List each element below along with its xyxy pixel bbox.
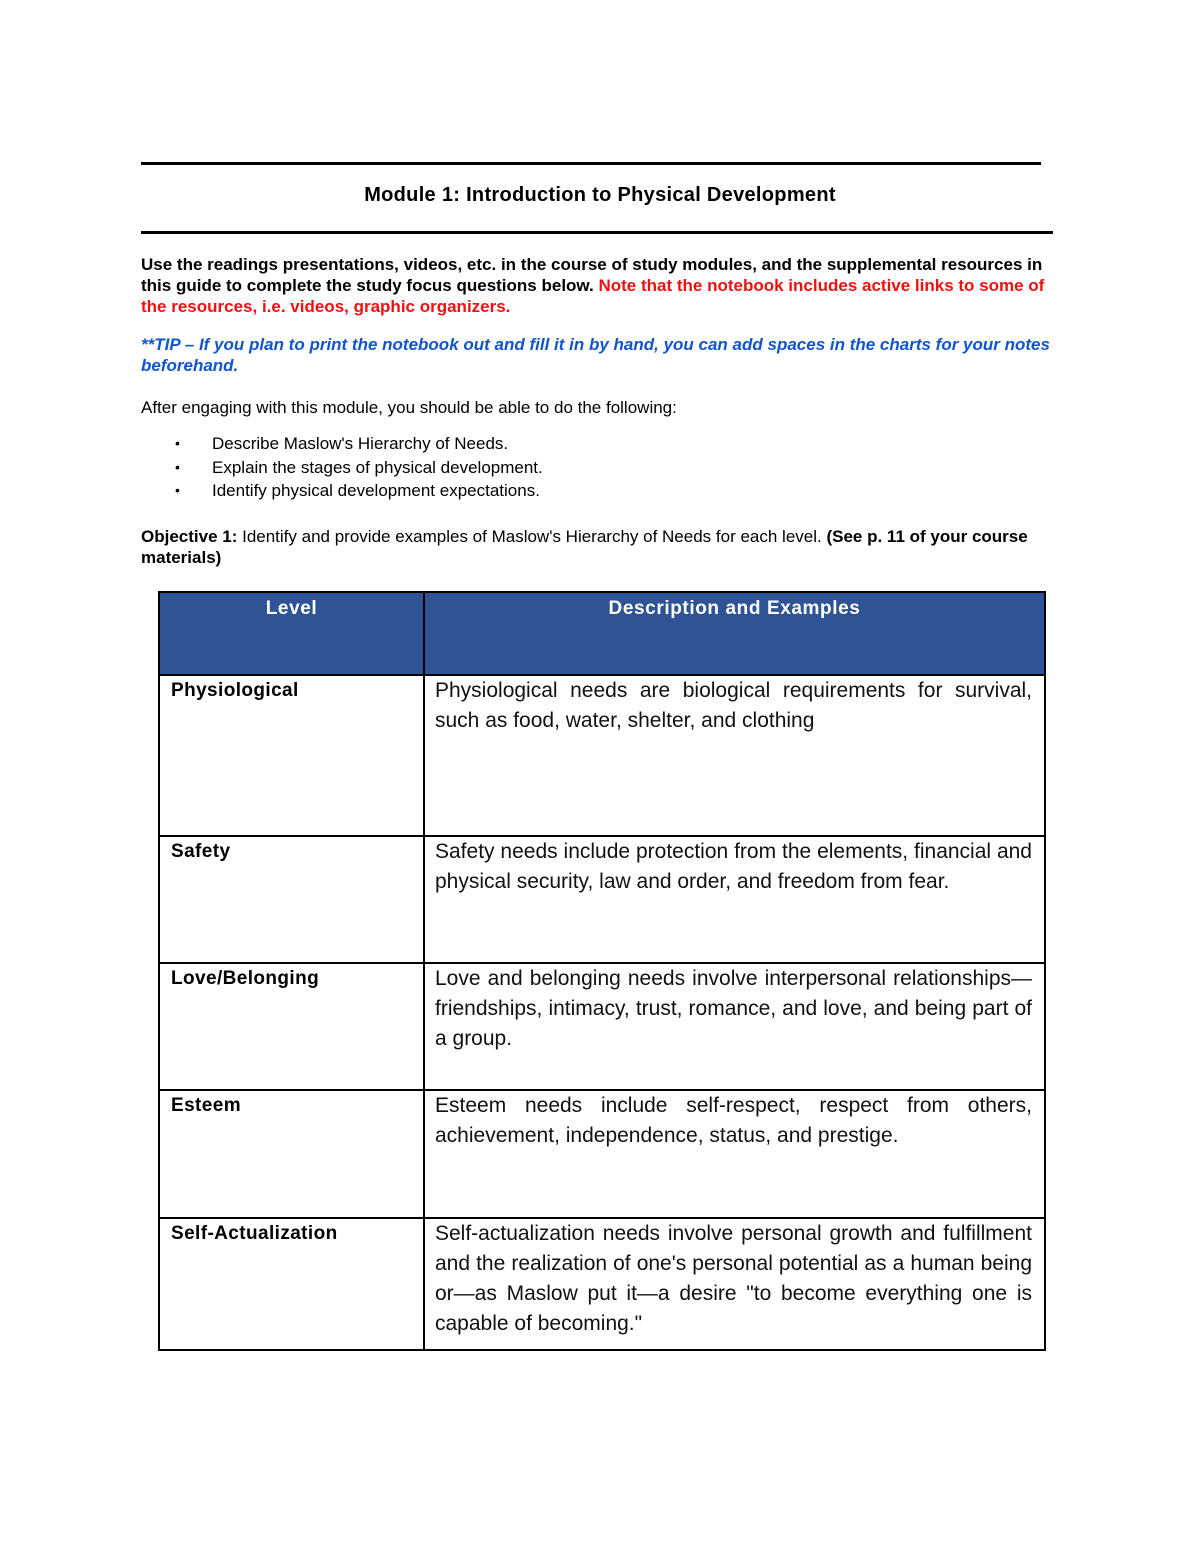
table-header-row <box>159 592 1045 675</box>
intro-paragraph <box>141 254 1061 317</box>
description-cell: Self-actualization needs involve personal growth and fulfillment and the realization of one's personal potential as a human being or—as Maslow put it—a desire "to become everything one is capable of becoming." <box>424 1218 1045 1350</box>
objectives-intro: After engaging with this module, you should be able to do the following: <box>141 398 677 417</box>
level-cell: Love/Belonging <box>159 963 424 1090</box>
learning-outcomes-list <box>141 432 543 503</box>
list-item: • Explain the stages of physical development. <box>141 456 543 480</box>
header-level: Level <box>159 592 424 675</box>
header-description: Description and Examples <box>424 592 1045 675</box>
table-row <box>159 1218 1045 1350</box>
objective-text: Identify and provide examples of Maslow's Hierarchy of Needs for each level. <box>237 527 827 546</box>
list-item: • Describe Maslow's Hierarchy of Needs. <box>141 432 543 456</box>
table-row <box>159 836 1045 963</box>
bullet-icon: • <box>175 458 180 475</box>
description-cell: Love and belonging needs involve interpersonal relationships—friendships, intimacy, trust, romance, and love, and being part of a group. <box>424 963 1045 1090</box>
description-cell: Physiological needs are biological requirements for survival, such as food, water, shelter, and clothing <box>424 675 1045 836</box>
bullet-icon: • <box>175 482 180 498</box>
bullet-icon: • <box>175 435 180 451</box>
maslow-needs-table <box>158 591 1046 1351</box>
objective-1 <box>141 526 1061 568</box>
level-cell: Esteem <box>159 1090 424 1218</box>
list-item: • Identify physical development expectations. <box>141 479 543 503</box>
objective-reference: (See p. 11 of your course materials) <box>141 527 1028 567</box>
tip-paragraph: **TIP – If you plan to print the notebook out and fill it in by hand, you can add spaces in the charts for your notes beforehand. <box>141 335 1050 375</box>
table-row <box>159 1090 1045 1218</box>
intro-links-note: Note that the notebook includes active links to some of the resources, i.e. videos, graphic organizers. <box>141 276 1045 316</box>
description-cell: Safety needs include protection from the elements, financial and physical security, law and order, and freedom from fear. <box>424 836 1045 963</box>
top-divider <box>141 162 1041 165</box>
bottom-divider <box>141 231 1053 234</box>
description-cell: Esteem needs include self-respect, respect from others, achievement, independence, status, and prestige. <box>424 1090 1045 1218</box>
objective-label: Objective 1: <box>141 527 238 546</box>
table-row <box>159 675 1045 836</box>
table-row <box>159 963 1045 1090</box>
level-cell: Physiological <box>159 675 424 836</box>
page-title: Module 1: Introduction to Physical Development <box>364 184 836 206</box>
level-cell: Safety <box>159 836 424 963</box>
level-cell: Self-Actualization <box>159 1218 424 1350</box>
intro-instructions: Use the readings presentations, videos, etc. in the course of study modules, and the supplemental resources in this guide to complete the study focus questions below. <box>141 255 1043 295</box>
